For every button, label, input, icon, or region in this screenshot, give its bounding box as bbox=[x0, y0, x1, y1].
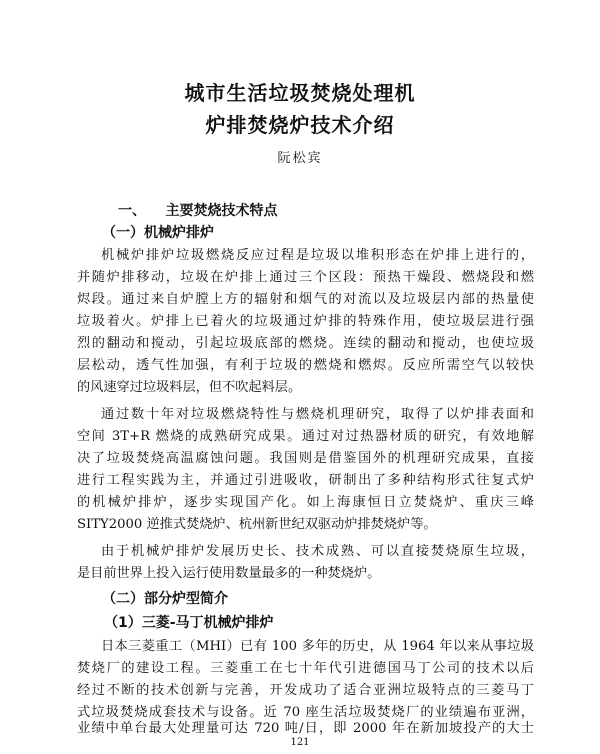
paragraph-2-line: 空间 3T+R 燃烧的成熟研究成果。通过对过热器材质的研究，有效地解 bbox=[77, 429, 534, 444]
paragraph-2-line: 决了垃圾焚烧高温腐蚀问题。我国则是借鉴国外的机理研究成果，直接 bbox=[77, 451, 534, 466]
paragraph-4-line: 焚烧厂的建设工程。三菱重工在七十年代引进德国马丁公司的技术以后 bbox=[77, 661, 534, 676]
paragraph-1-line: 机械炉排炉垃圾燃烧反应过程是垃圾以堆积形态在炉排上进行的， bbox=[101, 248, 534, 263]
paragraph-3-line: 是目前世界上投入运行使用数量最多的一种焚烧炉。 bbox=[77, 566, 381, 581]
author-name: 阮松宾 bbox=[277, 151, 323, 166]
subsection-heading-2: （二）部分炉型简介 bbox=[102, 591, 228, 607]
paragraph-4-line: 业绩中单台最大处理量可达 720 吨/日，即 2000 年在新加坡投产的大士 bbox=[77, 721, 534, 736]
section-heading-1: 一、 主要焚烧技术特点 bbox=[118, 203, 278, 219]
paragraph-1-line: 并随炉排移动，垃圾在炉排上通过三个区段：预热干燥段、燃烧段和燃 bbox=[77, 270, 534, 285]
subsection-heading-1: （一）机械炉排炉 bbox=[102, 225, 214, 241]
paragraph-1-line: 层松动，透气性加强，有利于垃圾的燃烧和燃烬。反应所需空气以较快 bbox=[77, 358, 534, 373]
paragraph-2-line: 的机械炉排炉，逐步实现国产化。如上海康恒日立焚烧炉、重庆三峰 bbox=[77, 495, 534, 510]
paragraph-1-line: 的风速穿过垃圾料层，但不吹起料层。 bbox=[77, 380, 302, 395]
paragraph-3-line: 由于机械炉排炉发展历史长、技术成熟、可以直接焚烧原生垃圾， bbox=[101, 544, 534, 559]
paragraph-1-line: 烬段。通过来自炉膛上方的辐射和烟气的对流以及垃圾层内部的热量使 bbox=[77, 292, 534, 307]
paragraph-4-line: 日本三菱重工（MHI）已有 100 多年的历史，从 1964 年以来从事垃圾 bbox=[101, 639, 534, 654]
page-number: 121 bbox=[290, 737, 310, 748]
paragraph-2-line: 通过数十年对垃圾燃烧特性与燃烧机理研究，取得了以炉排表面和 bbox=[101, 407, 534, 422]
paragraph-2-line: SITY2000 逆推式焚烧炉、杭州新世纪双驱动炉排焚烧炉等。 bbox=[77, 517, 437, 532]
paragraph-1-line: 垃圾着火。炉排上已着火的垃圾通过炉排的特殊作用，使垃圾层进行强 bbox=[77, 314, 534, 329]
document-title-line1: 城市生活垃圾焚烧处理机 bbox=[184, 81, 416, 105]
paragraph-4-line: 经过不断的技术创新与完善，开发成功了适合亚洲垃圾特点的三菱马丁 bbox=[77, 683, 534, 698]
paragraph-1-line: 烈的翻动和搅动，引起垃圾底部的燃烧。连续的翻动和搅动，也使垃圾 bbox=[77, 336, 534, 351]
paragraph-2-line: 进行工程实践为主，并通过引进吸收，研制出了多种结构形式往复式炉 bbox=[77, 473, 534, 488]
paragraph-4-line: 式垃圾焚烧成套技术与设备。近 70 座生活垃圾焚烧厂的业绩遍布亚洲， bbox=[77, 705, 534, 720]
subsubsection-heading-1: （1）三菱-马丁机械炉排炉 bbox=[104, 615, 274, 631]
document-title-line2: 炉排焚烧炉技术介绍 bbox=[205, 113, 395, 137]
